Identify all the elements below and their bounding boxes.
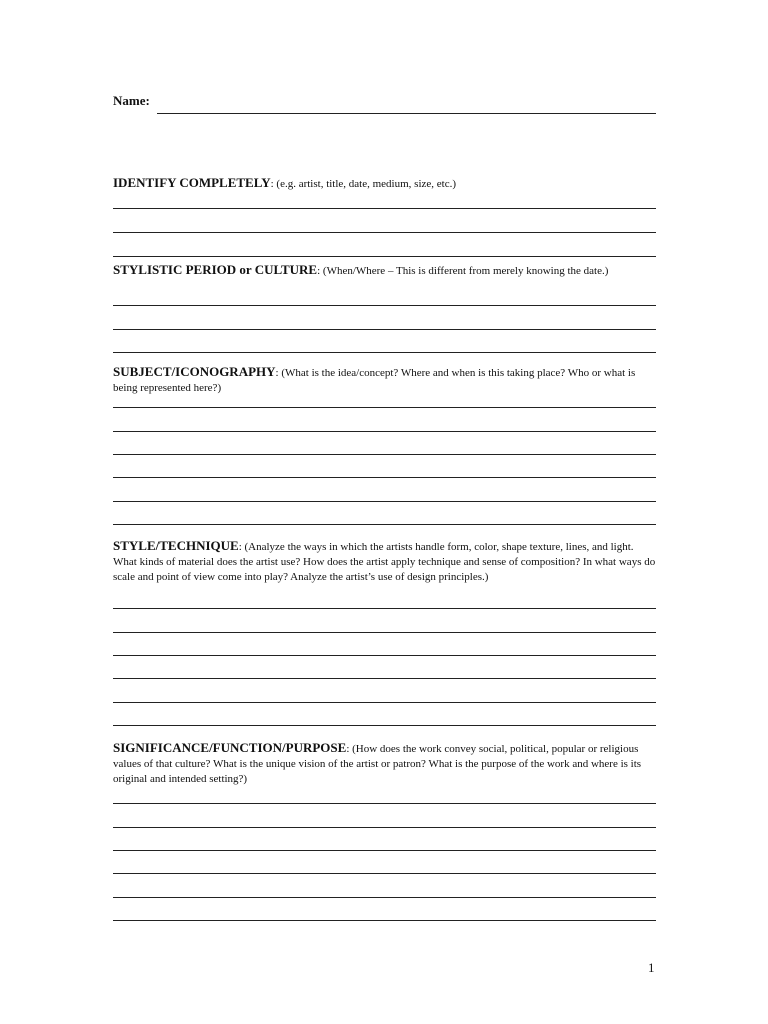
answer-line[interactable] bbox=[113, 431, 656, 432]
section-heading: SIGNIFICANCE/FUNCTION/PURPOSE bbox=[113, 740, 347, 755]
section-subject-iconography bbox=[113, 364, 656, 529]
answer-line[interactable] bbox=[113, 208, 656, 209]
section-prompt bbox=[113, 740, 656, 787]
answer-line[interactable] bbox=[113, 477, 656, 478]
section-description: : (Analyze the ways in which the artists handle form, color, shape texture, lines, and light. What kinds of material does the artist use? How does the artist apply technique and sense of composition? In what ways do scale and point of view come into play? Analyze the artist’s use of design principles.) bbox=[113, 541, 656, 583]
section-style-technique bbox=[113, 538, 656, 728]
answer-line[interactable] bbox=[113, 501, 656, 502]
answer-line[interactable] bbox=[113, 655, 656, 656]
section-heading: IDENTIFY COMPLETELY bbox=[113, 175, 271, 190]
name-field-line[interactable] bbox=[157, 113, 656, 114]
answer-line[interactable] bbox=[113, 305, 656, 306]
answer-line[interactable] bbox=[113, 352, 656, 353]
section-stylistic-period bbox=[113, 262, 656, 357]
answer-line[interactable] bbox=[113, 873, 656, 874]
section-description: : (When/Where – This is different from merely knowing the date.) bbox=[317, 265, 609, 277]
name-row bbox=[113, 93, 656, 115]
answer-line[interactable] bbox=[113, 632, 656, 633]
section-heading: STYLE/TECHNIQUE bbox=[113, 538, 239, 553]
answer-line[interactable] bbox=[113, 725, 656, 726]
answer-line[interactable] bbox=[113, 524, 656, 525]
name-label: Name: bbox=[113, 93, 150, 108]
answer-line[interactable] bbox=[113, 897, 656, 898]
answer-line[interactable] bbox=[113, 232, 656, 233]
section-description: : (How does the work convey social, political, popular or religious values of that culture? What is the unique vision of the artist or patron? What is the purpose of the work and where is its original and intended setting?) bbox=[113, 743, 642, 785]
section-prompt bbox=[113, 538, 656, 585]
section-identify bbox=[113, 175, 656, 260]
answer-line[interactable] bbox=[113, 920, 656, 921]
section-prompt bbox=[113, 364, 656, 396]
section-heading: SUBJECT/ICONOGRAPHY bbox=[113, 364, 276, 379]
section-description: : (e.g. artist, title, date, medium, size, etc.) bbox=[270, 178, 457, 190]
answer-line[interactable] bbox=[113, 702, 656, 703]
section-significance bbox=[113, 740, 656, 925]
answer-line[interactable] bbox=[113, 827, 656, 828]
answer-line[interactable] bbox=[113, 678, 656, 679]
answer-line[interactable] bbox=[113, 608, 656, 609]
answer-line[interactable] bbox=[113, 850, 656, 851]
answer-line[interactable] bbox=[113, 407, 656, 408]
answer-line[interactable] bbox=[113, 803, 656, 804]
page-number: 1 bbox=[648, 960, 655, 975]
section-heading: STYLISTIC PERIOD or CULTURE bbox=[113, 262, 318, 277]
section-prompt bbox=[113, 175, 656, 192]
section-prompt bbox=[113, 262, 656, 279]
section-description: : (What is the idea/concept? Where and when is this taking place? Who or what is being represented here?) bbox=[113, 367, 636, 394]
answer-line[interactable] bbox=[113, 256, 656, 257]
answer-line[interactable] bbox=[113, 454, 656, 455]
answer-line[interactable] bbox=[113, 329, 656, 330]
